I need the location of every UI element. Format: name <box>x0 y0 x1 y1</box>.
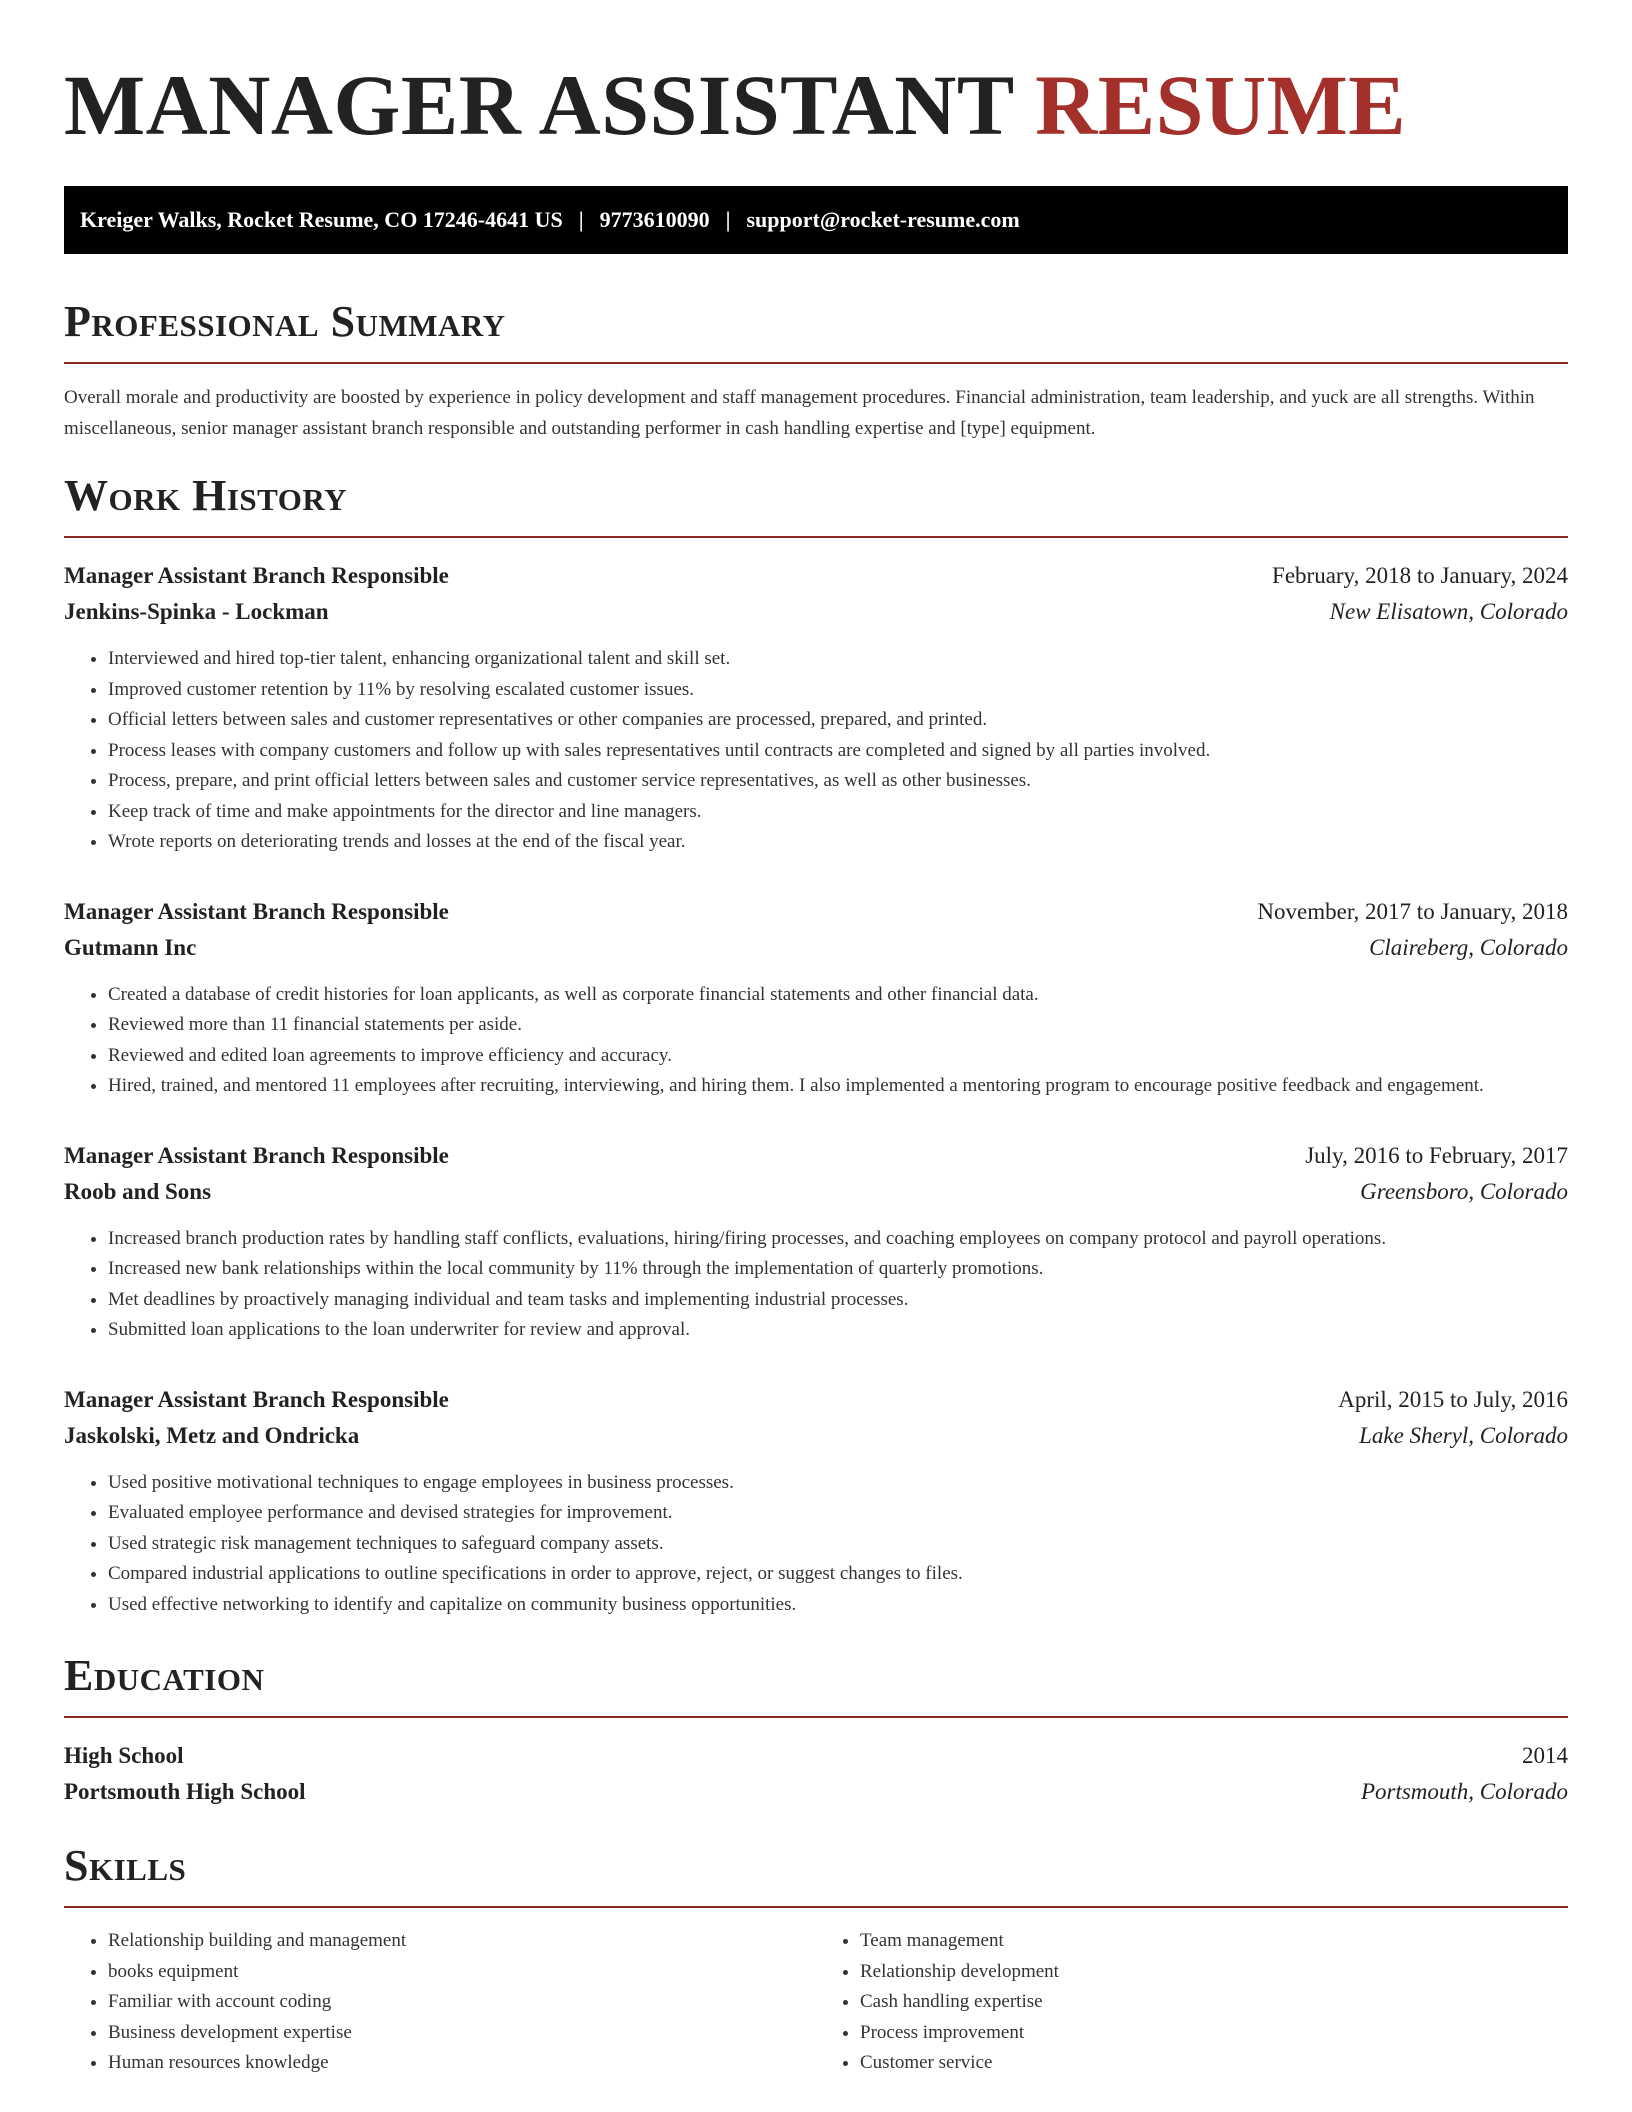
skills-list-left <box>64 1926 816 2079</box>
job-company-row <box>64 930 1568 966</box>
job-bullet: • Hired, trained, and mentored 11 employees after recruiting, interviewing, and hiring them. I also implemented a mentoring program to encourage positive feedback and engagement. <box>108 1071 1568 1102</box>
job-bullet: • Process, prepare, and print official letters between sales and customer service representatives, as well as other businesses. <box>108 766 1568 797</box>
section-heading-education: Education <box>64 1651 265 1700</box>
job-company-row <box>64 594 1568 630</box>
job-company-row <box>64 1418 1568 1454</box>
job-entry <box>64 558 1568 858</box>
section-divider <box>64 1716 1568 1718</box>
job-entry <box>64 894 1568 1102</box>
job-bullet: • Reviewed and edited loan agreements to improve efficiency and accuracy. <box>108 1041 1568 1072</box>
skill-item: • books equipment <box>108 1957 816 1988</box>
job-company: Roob and Sons <box>64 1178 212 1204</box>
contact-email[interactable]: support@rocket-resume.com <box>746 207 1020 232</box>
skill-item: • Process improvement <box>860 2018 1568 2049</box>
job-bullets <box>64 644 1568 858</box>
skill-item: • Team management <box>860 1926 1568 1957</box>
job-bullet: • Improved customer retention by 11% by resolving escalated customer issues. <box>108 675 1568 706</box>
job-location: Lake Sheryl, Colorado <box>1359 1422 1568 1448</box>
section-heading-summary: Professional Summary <box>64 297 506 346</box>
job-dates: February, 2018 to January, 2024 <box>1272 563 1568 588</box>
skill-item: • Relationship building and management <box>108 1926 816 1957</box>
job-location: New Elisatown, Colorado <box>1329 599 1568 624</box>
job-header-row <box>64 558 1568 594</box>
summary-section <box>64 296 1568 444</box>
skill-item: • Familiar with account coding <box>108 1987 816 2018</box>
job-entry <box>64 1382 1568 1621</box>
job-bullet: • Interviewed and hired top-tier talent, enhancing organizational talent and skill set. <box>108 644 1568 675</box>
job-header-row <box>64 1382 1568 1418</box>
job-company: Gutmann Inc <box>64 934 197 960</box>
job-title: Manager Assistant Branch Responsible <box>64 1142 449 1168</box>
skill-item: • Cash handling expertise <box>860 1987 1568 2018</box>
job-bullet: • Evaluated employee performance and devised strategies for improvement. <box>108 1498 1568 1529</box>
job-entry <box>64 1138 1568 1346</box>
job-bullet: • Keep track of time and make appointments for the director and line managers. <box>108 797 1568 828</box>
job-location: Greensboro, Colorado <box>1360 1178 1568 1204</box>
contact-separator: | <box>725 207 731 232</box>
contact-address: Kreiger Walks, Rocket Resume, CO 17246-4641 US <box>80 207 563 232</box>
skill-item: • Human resources knowledge <box>108 2048 816 2079</box>
job-bullet: • Official letters between sales and customer representatives or other companies are processed, prepared, and printed. <box>108 705 1568 736</box>
contact-phone: 9773610090 <box>599 207 710 232</box>
job-bullet: • Wrote reports on deteriorating trends and losses at the end of the fiscal year. <box>108 827 1568 858</box>
education-school-row <box>64 1774 1568 1810</box>
skill-item: • Business development expertise <box>108 2018 816 2049</box>
summary-text: Overall morale and productivity are boosted by experience in policy development and staff management procedures. Financial administration, team leadership, and yuck are all strengths. Within miscellaneous, senior manager assistant branch responsible and outstanding performer in cash handling expertise and [type] equipment. <box>64 387 1535 439</box>
job-bullet: • Increased branch production rates by handling staff conflicts, evaluations, hiring/firing processes, and coaching employees on company protocol and payroll operations. <box>108 1224 1568 1255</box>
job-dates: July, 2016 to February, 2017 <box>1305 1142 1568 1168</box>
section-heading-skills: Skills <box>64 1841 187 1890</box>
education-school: Portsmouth High School <box>64 1779 306 1804</box>
job-bullet: • Created a database of credit histories for loan applicants, as well as corporate financial statements and other financial data. <box>108 980 1568 1011</box>
section-heading-work: Work History <box>64 471 348 520</box>
job-bullet: • Submitted loan applications to the loan underwriter for review and approval. <box>108 1315 1568 1346</box>
education-location: Portsmouth, Colorado <box>1360 1779 1568 1804</box>
job-title: Manager Assistant Branch Responsible <box>64 898 449 924</box>
education-degree-row <box>64 1738 1568 1774</box>
education-degree: High School <box>64 1743 184 1768</box>
skills-list-right <box>816 1926 1568 2079</box>
job-bullets <box>64 980 1568 1102</box>
job-bullet: • Used effective networking to identify and capitalize on community business opportunities. <box>108 1590 1568 1621</box>
job-dates: April, 2015 to July, 2016 <box>1338 1386 1568 1412</box>
education-year: 2014 <box>1522 1743 1568 1768</box>
job-bullet: • Compared industrial applications to outline specifications in order to approve, reject, or suggest changes to files. <box>108 1559 1568 1590</box>
section-divider <box>64 362 1568 364</box>
skills-section <box>64 1840 1568 2079</box>
job-dates: November, 2017 to January, 2018 <box>1257 898 1568 924</box>
job-bullet: • Met deadlines by proactively managing individual and team tasks and implementing industrial processes. <box>108 1285 1568 1316</box>
skill-item: • Customer service <box>860 2048 1568 2079</box>
job-bullet: • Increased new bank relationships within the local community by 11% through the implementation of quarterly promotions. <box>108 1254 1568 1285</box>
skill-item: • Relationship development <box>860 1957 1568 1988</box>
title-accent: RESUME <box>1035 57 1407 153</box>
education-section <box>64 1650 1568 1810</box>
job-bullets <box>64 1224 1568 1346</box>
job-company-row <box>64 1174 1568 1210</box>
job-header-row <box>64 1138 1568 1174</box>
resume-title <box>64 56 1568 154</box>
contact-separator: | <box>578 207 584 232</box>
job-title: Manager Assistant Branch Responsible <box>64 1386 449 1412</box>
job-title: Manager Assistant Branch Responsible <box>64 563 449 588</box>
job-header-row <box>64 894 1568 930</box>
section-divider <box>64 1906 1568 1908</box>
contact-bar <box>64 186 1568 254</box>
job-bullet: • Used positive motivational techniques to engage employees in business processes. <box>108 1468 1568 1499</box>
work-history-section <box>64 470 1568 1620</box>
education-entry <box>64 1738 1568 1810</box>
job-bullet: • Reviewed more than 11 financial statements per aside. <box>108 1010 1568 1041</box>
title-main: MANAGER ASSISTANT <box>64 57 1014 153</box>
job-location: Claireberg, Colorado <box>1369 934 1568 960</box>
job-company: Jenkins-Spinka - Lockman <box>64 599 329 624</box>
job-bullets <box>64 1468 1568 1621</box>
section-divider <box>64 536 1568 538</box>
skills-grid <box>64 1926 1568 2079</box>
job-bullet: • Process leases with company customers and follow up with sales representatives until contracts are completed and signed by all parties involved. <box>108 736 1568 767</box>
job-bullet: • Used strategic risk management techniques to safeguard company assets. <box>108 1529 1568 1560</box>
job-company: Jaskolski, Metz and Ondricka <box>64 1422 360 1448</box>
